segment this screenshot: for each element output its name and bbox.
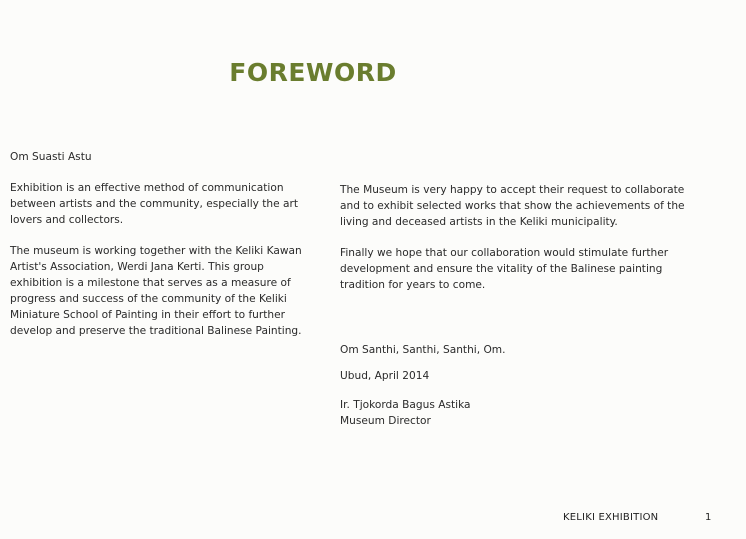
left-column <box>10 149 315 354</box>
closing-blessing <box>340 342 685 358</box>
signature-block <box>340 397 685 429</box>
place-date: Ubud, April 2014 <box>340 370 430 382</box>
paragraph: Exhibition is an effective method of communication between artists and the community, especially the art lovers and collectors. <box>10 182 299 226</box>
page-title: FOREWORD <box>229 58 397 87</box>
greeting: Om Suasti Astu <box>10 151 92 163</box>
footer-label: KELIKI EXHIBITION <box>563 512 659 523</box>
paragraph: The Museum is very happy to accept their request to collaborate and to exhibit selected works that show the achievements of the living and deceased artists in the Keliki municipality. <box>340 184 685 228</box>
paragraph: The museum is working together with the Keliki Kawan Artist's Association, Werdi Jana Kerti. This group exhibition is a milestone that serves as a measure of progress and success of the community of the Keliki Miniature School of Painting in their effort to further develop and preserve the traditional Balinese Painting. <box>10 245 302 337</box>
paragraph: Finally we hope that our collaboration would stimulate further development and ensure the vitality of the Balinese painting tradition for years to come. <box>340 247 669 291</box>
right-column <box>340 182 685 427</box>
signatory-name: Ir. Tjokorda Bagus Astika <box>340 399 471 411</box>
signatory-title: Museum Director <box>340 415 431 427</box>
page-number: 1 <box>705 512 712 523</box>
closing-text: Om Santhi, Santhi, Santhi, Om. <box>340 344 506 356</box>
place-date-block <box>340 368 685 384</box>
